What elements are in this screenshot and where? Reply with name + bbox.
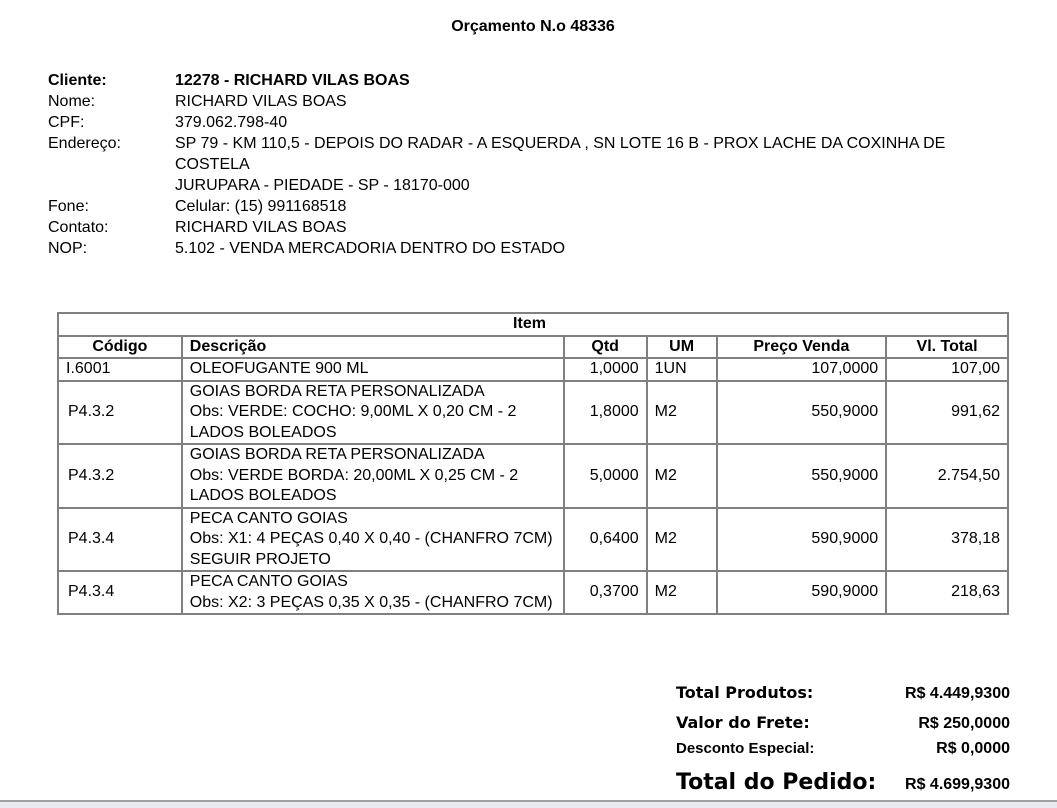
cell-qtd: 0,3700 [564, 571, 647, 614]
cell-descricao [182, 444, 564, 508]
column-header-row [58, 336, 1008, 359]
cell-preco: 550,9000 [717, 381, 887, 445]
table-row [58, 358, 1008, 381]
cell-codigo: P4.3.2 [58, 381, 182, 445]
col-vl-total: Vl. Total [886, 336, 1008, 359]
cell-qtd: 1,8000 [564, 381, 647, 445]
items-table [57, 312, 1009, 615]
phone-value: Celular: (15) 991168518 [175, 198, 347, 215]
cell-preco: 550,9000 [717, 444, 887, 508]
cell-codigo: P4.3.4 [58, 571, 182, 614]
phone-label: Fone: [48, 198, 89, 215]
item-description: PECA CANTO GOIAS [189, 573, 348, 590]
totals-section [676, 683, 1010, 795]
cell-preco: 590,9000 [717, 508, 887, 572]
item-description: OLEOFUGANTE 900 ML [189, 360, 369, 377]
total-pedido-value: R$ 4.699,9300 [905, 776, 1010, 793]
item-obs: Obs: X2: 3 PEÇAS 0,35 X 0,35 - (CHANFRO 7CM) [189, 593, 553, 611]
name-label: Nome: [48, 93, 96, 110]
col-descricao: Descrição [182, 336, 564, 359]
cell-preco: 590,9000 [717, 571, 887, 614]
cpf-value: 379.062.798-40 [175, 114, 288, 131]
cell-total: 107,00 [886, 358, 1008, 381]
client-row [48, 70, 975, 91]
phone-row [48, 196, 975, 217]
cell-um: M2 [647, 444, 717, 508]
address-value: SP 79 - KM 110,5 - DEPOIS DO RADAR - A ESQUERDA , SN LOTE 16 B - PROX LACHE DA COXINHA DE COSTELA [175, 135, 946, 173]
cell-total: 378,18 [886, 508, 1008, 572]
address-city-value: JURUPARA - PIEDADE - SP - 18170-000 [175, 177, 470, 194]
table-row [58, 381, 1008, 445]
table-row [58, 571, 1008, 614]
cell-um: 1UN [647, 358, 717, 381]
table-row [58, 508, 1008, 572]
client-value: 12278 - RICHARD VILAS BOAS [175, 72, 410, 89]
item-description: PECA CANTO GOIAS [189, 509, 348, 527]
total-produtos-label: Total Produtos: [676, 683, 814, 702]
client-info [48, 70, 975, 259]
col-codigo: Código [58, 336, 182, 359]
nop-row [48, 238, 975, 259]
valor-frete-label: Valor do Frete: [676, 713, 810, 732]
document-title: Orçamento N.o 48336 [451, 18, 615, 35]
cell-codigo: P4.3.4 [58, 508, 182, 572]
cell-descricao [182, 571, 564, 614]
name-value: RICHARD VILAS BOAS [175, 93, 347, 110]
contact-row [48, 217, 975, 238]
client-label: Cliente: [48, 72, 107, 89]
cpf-row [48, 112, 975, 133]
address-city-label [48, 175, 175, 196]
valor-frete-row [676, 713, 1010, 740]
valor-frete-value: R$ 250,0000 [918, 715, 1010, 732]
table-row [58, 444, 1008, 508]
item-description: GOIAS BORDA RETA PERSONALIZADA [189, 382, 485, 400]
desconto-especial-value: R$ 0,0000 [936, 740, 1010, 757]
contact-value: RICHARD VILAS BOAS [175, 219, 347, 236]
address-row [48, 133, 975, 175]
cell-um: M2 [647, 381, 717, 445]
cell-descricao [182, 358, 564, 381]
total-pedido-row [676, 770, 1010, 795]
cell-total: 218,63 [886, 571, 1008, 614]
nop-label: NOP: [48, 240, 88, 257]
item-obs: Obs: X1: 4 PEÇAS 0,40 X 0,40 - (CHANFRO 7CM) SEGUIR PROJETO [189, 530, 553, 568]
cell-descricao [182, 508, 564, 572]
item-group-header: Item [58, 313, 1008, 336]
desconto-especial-row [676, 740, 1010, 770]
col-preco-venda: Preço Venda [717, 336, 887, 359]
item-obs: Obs: VERDE BORDA: 20,00ML X 0,25 CM - 2 LADOS BOLEADOS [189, 466, 519, 504]
item-description: GOIAS BORDA RETA PERSONALIZADA [189, 446, 485, 463]
total-pedido-label: Total do Pedido: [676, 770, 877, 795]
desconto-especial-label: Desconto Especial: [676, 740, 815, 757]
address-city-row [48, 175, 975, 196]
cell-qtd: 0,6400 [564, 508, 647, 572]
cpf-label: CPF: [48, 114, 85, 131]
cell-um: M2 [647, 508, 717, 572]
cell-codigo: P4.3.2 [58, 444, 182, 508]
page-bottom-edge [0, 800, 1057, 808]
total-produtos-value: R$ 4.449,9300 [905, 685, 1010, 702]
col-qtd: Qtd [564, 336, 647, 359]
cell-preco: 107,0000 [717, 358, 887, 381]
cell-um: M2 [647, 571, 717, 614]
cell-qtd: 1,0000 [564, 358, 647, 381]
address-label: Endereço: [48, 135, 121, 152]
cell-qtd: 5,0000 [564, 444, 647, 508]
cell-descricao [182, 381, 564, 445]
col-um: UM [647, 336, 717, 359]
cell-codigo: I.6001 [58, 358, 182, 381]
contact-label: Contato: [48, 219, 109, 236]
total-produtos-row [676, 683, 1010, 713]
item-obs: Obs: VERDE: COCHO: 9,00ML X 0,20 CM - 2 LADOS BOLEADOS [189, 403, 517, 441]
group-header-row [58, 313, 1008, 336]
cell-total: 991,62 [886, 381, 1008, 445]
nop-value: 5.102 - VENDA MERCADORIA DENTRO DO ESTADO [175, 240, 566, 257]
name-row [48, 91, 975, 112]
cell-total: 2.754,50 [886, 444, 1008, 508]
